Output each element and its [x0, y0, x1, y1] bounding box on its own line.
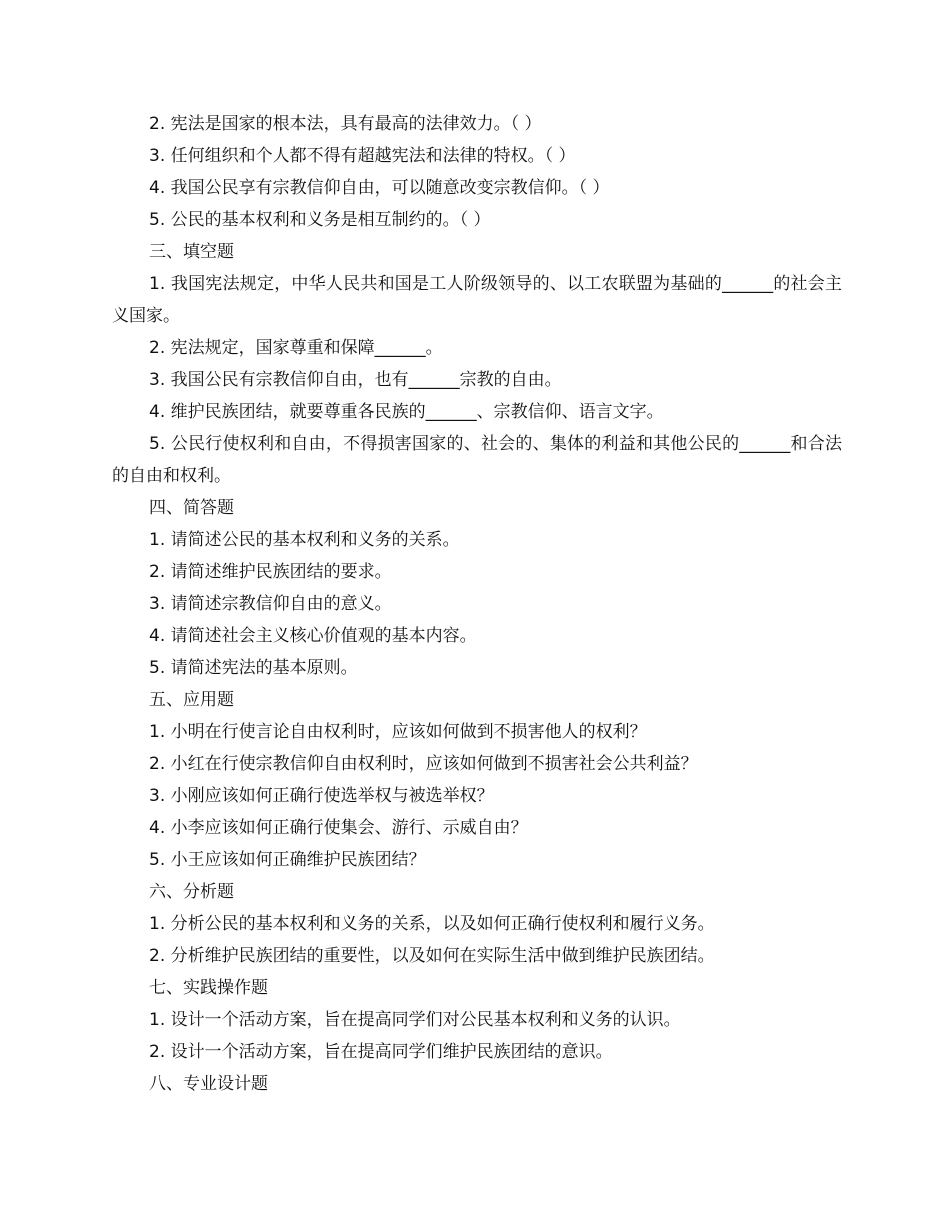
practice-1: 1. 设计一个活动方案，旨在提高同学们对公民基本权利和义务的认识。	[149, 1010, 681, 1030]
fill-question-1: 1. 我国宪法规定，中华人民共和国是工人阶级领导的、以工农联盟为基础的______的社会主义国家。	[112, 274, 842, 326]
short-answer-4: 4. 请简述社会主义核心价值观的基本内容。	[149, 626, 477, 646]
application-4: 4. 小李应该如何正确行使集会、游行、示威自由？	[149, 818, 528, 838]
document-body	[112, 108, 842, 1100]
section-heading-analysis: 六、分析题	[149, 882, 234, 902]
application-1: 1. 小明在行使言论自由权利时，应该如何做到不损害他人的权利？	[149, 722, 647, 742]
short-answer-1: 1. 请简述公民的基本权利和义务的关系。	[149, 530, 460, 550]
tf-question-2: 2. 宪法是国家的根本法，具有最高的法律效力。（ ）	[149, 114, 542, 134]
tf-question-3: 3. 任何组织和个人都不得有超越宪法和法律的特权。（ ）	[149, 146, 576, 166]
section-heading-short-answer: 四、简答题	[149, 498, 234, 518]
fill-question-4: 4. 维护民族团结，就要尊重各民族的______、宗教信仰、语言文字。	[149, 402, 664, 422]
section-heading-practice: 七、实践操作题	[149, 978, 268, 998]
application-5: 5. 小王应该如何正确维护民族团结？	[149, 850, 426, 870]
analysis-1: 1. 分析公民的基本权利和义务的关系，以及如何正确行使权利和履行义务。	[149, 914, 715, 934]
application-3: 3. 小刚应该如何正确行使选举权与被选举权？	[149, 786, 494, 806]
tf-question-4: 4. 我国公民享有宗教信仰自由，可以随意改变宗教信仰。（ ）	[149, 178, 610, 198]
section-heading-fill-in: 三、填空题	[149, 242, 234, 262]
fill-question-5: 5. 公民行使权利和自由，不得损害国家的、社会的、集体的利益和其他公民的______和合法的自由和权利。	[112, 434, 842, 486]
analysis-2: 2. 分析维护民族团结的重要性，以及如何在实际生活中做到维护民族团结。	[149, 946, 715, 966]
short-answer-3: 3. 请简述宗教信仰自由的意义。	[149, 594, 392, 614]
tf-question-5: 5. 公民的基本权利和义务是相互制约的。（ ）	[149, 210, 491, 230]
section-heading-design: 八、专业设计题	[149, 1074, 268, 1094]
fill-question-3: 3. 我国公民有宗教信仰自由，也有______宗教的自由。	[149, 370, 562, 390]
application-2: 2. 小红在行使宗教信仰自由权利时，应该如何做到不损害社会公共利益？	[149, 754, 698, 774]
short-answer-5: 5. 请简述宪法的基本原则。	[149, 658, 358, 678]
section-heading-application: 五、应用题	[149, 690, 234, 710]
fill-question-2: 2. 宪法规定，国家尊重和保障______。	[149, 338, 443, 358]
practice-2: 2. 设计一个活动方案，旨在提高同学们维护民族团结的意识。	[149, 1042, 613, 1062]
short-answer-2: 2. 请简述维护民族团结的要求。	[149, 562, 392, 582]
